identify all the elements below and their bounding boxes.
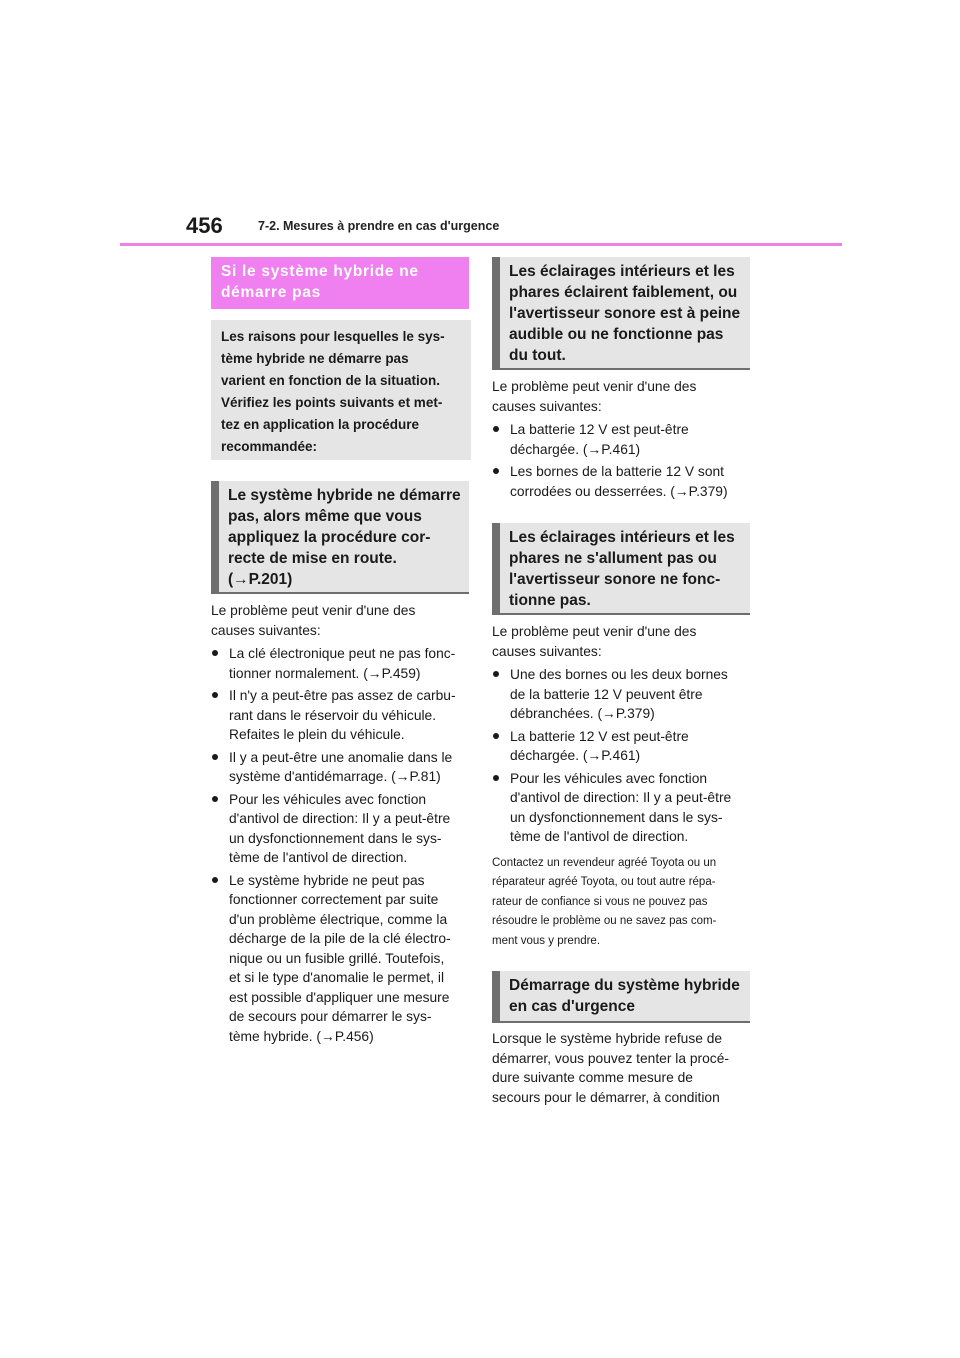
bullet-text — [229, 748, 465, 787]
para-line: dure suivante comme mesure de — [492, 1070, 693, 1085]
para-line: Le problème peut venir d'une des — [211, 603, 416, 618]
causes-paragraph — [492, 377, 754, 416]
subheading-no-lights — [492, 523, 750, 615]
contact-note — [492, 854, 754, 952]
bullet-line: fonctionner correctement par suite — [229, 892, 439, 907]
bullet-text — [510, 462, 746, 501]
bullet-icon — [493, 426, 499, 432]
bullet-text — [510, 727, 746, 766]
bullet-line: un dysfonctionnement dans le sys- — [510, 809, 723, 825]
bullet-item — [211, 748, 473, 787]
para-line: Le problème peut venir d'une des — [492, 379, 697, 394]
subheading-line: en cas d'urgence — [509, 998, 636, 1015]
note-line: résoudre le problème ou ne savez pas com- — [492, 915, 717, 927]
chapter-title: 7-2. Mesures à prendre en cas d'urgence — [258, 219, 500, 233]
intro-line: Vérifiez les points suivants et met- — [221, 395, 443, 410]
bullet-line: d'un problème électrique, comme la — [229, 911, 448, 927]
bullet-line: décharge de la pile de la clé électro- — [229, 931, 451, 946]
subheading-line: Démarrage du système hybride — [509, 977, 740, 994]
bullet-icon — [493, 671, 499, 677]
right-content-1 — [492, 377, 754, 501]
bullet-item — [492, 665, 754, 724]
bullet-text — [229, 686, 465, 745]
bullet-line: corrodées ou desserrées. (→P.379) — [510, 483, 728, 499]
note-line: Contactez un revendeur agréé Toyota ou un — [492, 856, 717, 869]
bullet-line: de secours pour démarrer le sys- — [229, 1009, 432, 1024]
bullet-line: système d'antidémarrage. (→P.81) — [229, 769, 441, 784]
subheading-no-start — [211, 481, 469, 594]
bullet-line: et si le type d'anomalie le permet, il — [229, 970, 445, 985]
bullet-item — [211, 686, 473, 745]
bullet-line: est possible d'appliquer une mesure — [229, 989, 450, 1005]
bullet-item — [492, 420, 754, 459]
note-line: ment vous y prendre. — [492, 934, 601, 947]
bullet-line: La clé électronique peut ne pas fonc- — [229, 646, 456, 661]
bullet-item — [211, 871, 473, 1047]
bullet-line: rant dans le réservoir du véhicule. — [229, 707, 437, 723]
bullet-item — [211, 790, 473, 868]
subheading-line: phares ne s'allument pas ou — [509, 550, 717, 567]
intro-line: tez en application la procédure — [221, 417, 420, 432]
bullet-icon — [493, 468, 499, 474]
subheading-line: appliquez la procédure cor- — [228, 529, 431, 546]
bullet-text — [510, 769, 746, 847]
bullet-icon — [212, 796, 218, 802]
para-line: causes suivantes: — [492, 398, 602, 414]
left-content — [211, 601, 473, 1046]
bullet-line: débranchées. (→P.379) — [510, 706, 655, 721]
header-rule — [120, 243, 842, 246]
bullet-item — [492, 462, 754, 501]
bullet-line: Pour les véhicules avec fonction — [510, 770, 708, 786]
note-line: rateur de confiance si vous ne pouvez pas — [492, 895, 708, 908]
bullet-icon — [212, 650, 218, 656]
intro-box — [211, 320, 471, 460]
subheading-line: tionne pas. — [509, 592, 591, 609]
bullet-line: d'antivol de direction: Il y a peut-être — [510, 790, 732, 805]
bullet-line: déchargée. (→P.461) — [510, 441, 641, 457]
subheading-line: du tout. — [509, 347, 566, 364]
bullet-line: d'antivol de direction: Il y a peut-être — [229, 811, 451, 826]
bullet-line: Il n'y a peut-être pas assez de carbu- — [229, 688, 456, 703]
subheading-line: Les éclairages intérieurs et les — [509, 263, 735, 280]
bullet-line: un dysfonctionnement dans le sys- — [229, 830, 442, 846]
bullet-line: nique ou un fusible grillé. Toutefois, — [229, 950, 445, 966]
intro-line: recommandée: — [221, 439, 318, 454]
note-line: réparateur agréé Toyota, ou tout autre répa- — [492, 876, 716, 888]
page-number: 456 — [186, 213, 223, 238]
subheading-line: pas, alors même que vous — [228, 508, 422, 525]
bullet-icon — [212, 877, 218, 883]
para-line: démarrer, vous pouvez tenter la procé- — [492, 1050, 729, 1066]
intro-line: Les raisons pour lesquelles le sys- — [221, 329, 445, 344]
bullet-line: Pour les véhicules avec fonction — [229, 791, 427, 807]
bullet-line: tème de l'antivol de direction. — [229, 850, 408, 865]
intro-line: varient en fonction de la situation. — [221, 373, 441, 388]
bullet-text — [229, 871, 465, 1047]
section-title-line: démarre pas — [221, 284, 321, 301]
intro-line: tème hybride ne démarre pas — [221, 351, 409, 366]
section-title — [211, 257, 469, 309]
bullet-line: de la batterie 12 V peuvent être — [510, 686, 703, 702]
subheading-line: Les éclairages intérieurs et les — [509, 529, 735, 546]
bullet-line: tème de l'antivol de direction. — [510, 829, 689, 844]
causes-paragraph — [492, 622, 754, 661]
para-line: Lorsque le système hybride refuse de — [492, 1031, 723, 1046]
para-line: causes suivantes: — [492, 643, 602, 659]
emergency-paragraph — [492, 1029, 754, 1107]
bullet-line: tionner normalement. (→P.459) — [229, 665, 421, 681]
subheading-line: (→P.201) — [228, 571, 293, 588]
bullet-item — [492, 769, 754, 847]
subheading-line: audible ou ne fonctionne pas — [509, 326, 724, 343]
bullet-line: Les bornes de la batterie 12 V sont — [510, 464, 724, 479]
subheading-line: l'avertisseur sonore est à peine — [509, 305, 741, 322]
bullet-line: déchargée. (→P.461) — [510, 748, 641, 763]
subheading-line: l'avertisseur sonore ne fonc- — [509, 571, 721, 588]
bullet-line: Il y a peut-être une anomalie dans le — [229, 749, 453, 765]
subheading-line: phares éclairent faiblement, ou — [509, 284, 738, 301]
bullet-line: Une des bornes ou les deux bornes — [510, 667, 728, 682]
bullet-item — [211, 644, 473, 683]
subheading-line: Le système hybride ne démarre — [228, 487, 461, 504]
para-line: Le problème peut venir d'une des — [492, 624, 697, 639]
bullet-line: Refaites le plein du véhicule. — [229, 727, 405, 742]
bullet-line: La batterie 12 V est peut-être — [510, 728, 689, 744]
bullet-item — [492, 727, 754, 766]
bullet-icon — [493, 775, 499, 781]
bullet-line: La batterie 12 V est peut-être — [510, 422, 689, 437]
right-content-2 — [492, 622, 754, 951]
bullet-line: Le système hybride ne peut pas — [229, 872, 425, 888]
causes-paragraph — [211, 601, 473, 640]
bullet-text — [510, 420, 746, 459]
bullet-line: tème hybride. (→P.456) — [229, 1028, 374, 1044]
bullet-text — [229, 644, 465, 683]
bullet-icon — [493, 733, 499, 739]
para-line: causes suivantes: — [211, 622, 321, 638]
section-title-line: Si le système hybride ne — [221, 263, 419, 280]
subheading-line: recte de mise en route. — [228, 550, 397, 567]
bullet-icon — [212, 692, 218, 698]
bullet-text — [229, 790, 465, 868]
bullet-icon — [212, 754, 218, 760]
subheading-emergency-start — [492, 971, 750, 1023]
subheading-dim-lights — [492, 257, 750, 370]
para-line: secours pour le démarrer, à condition — [492, 1089, 720, 1105]
bullet-text — [510, 665, 746, 724]
